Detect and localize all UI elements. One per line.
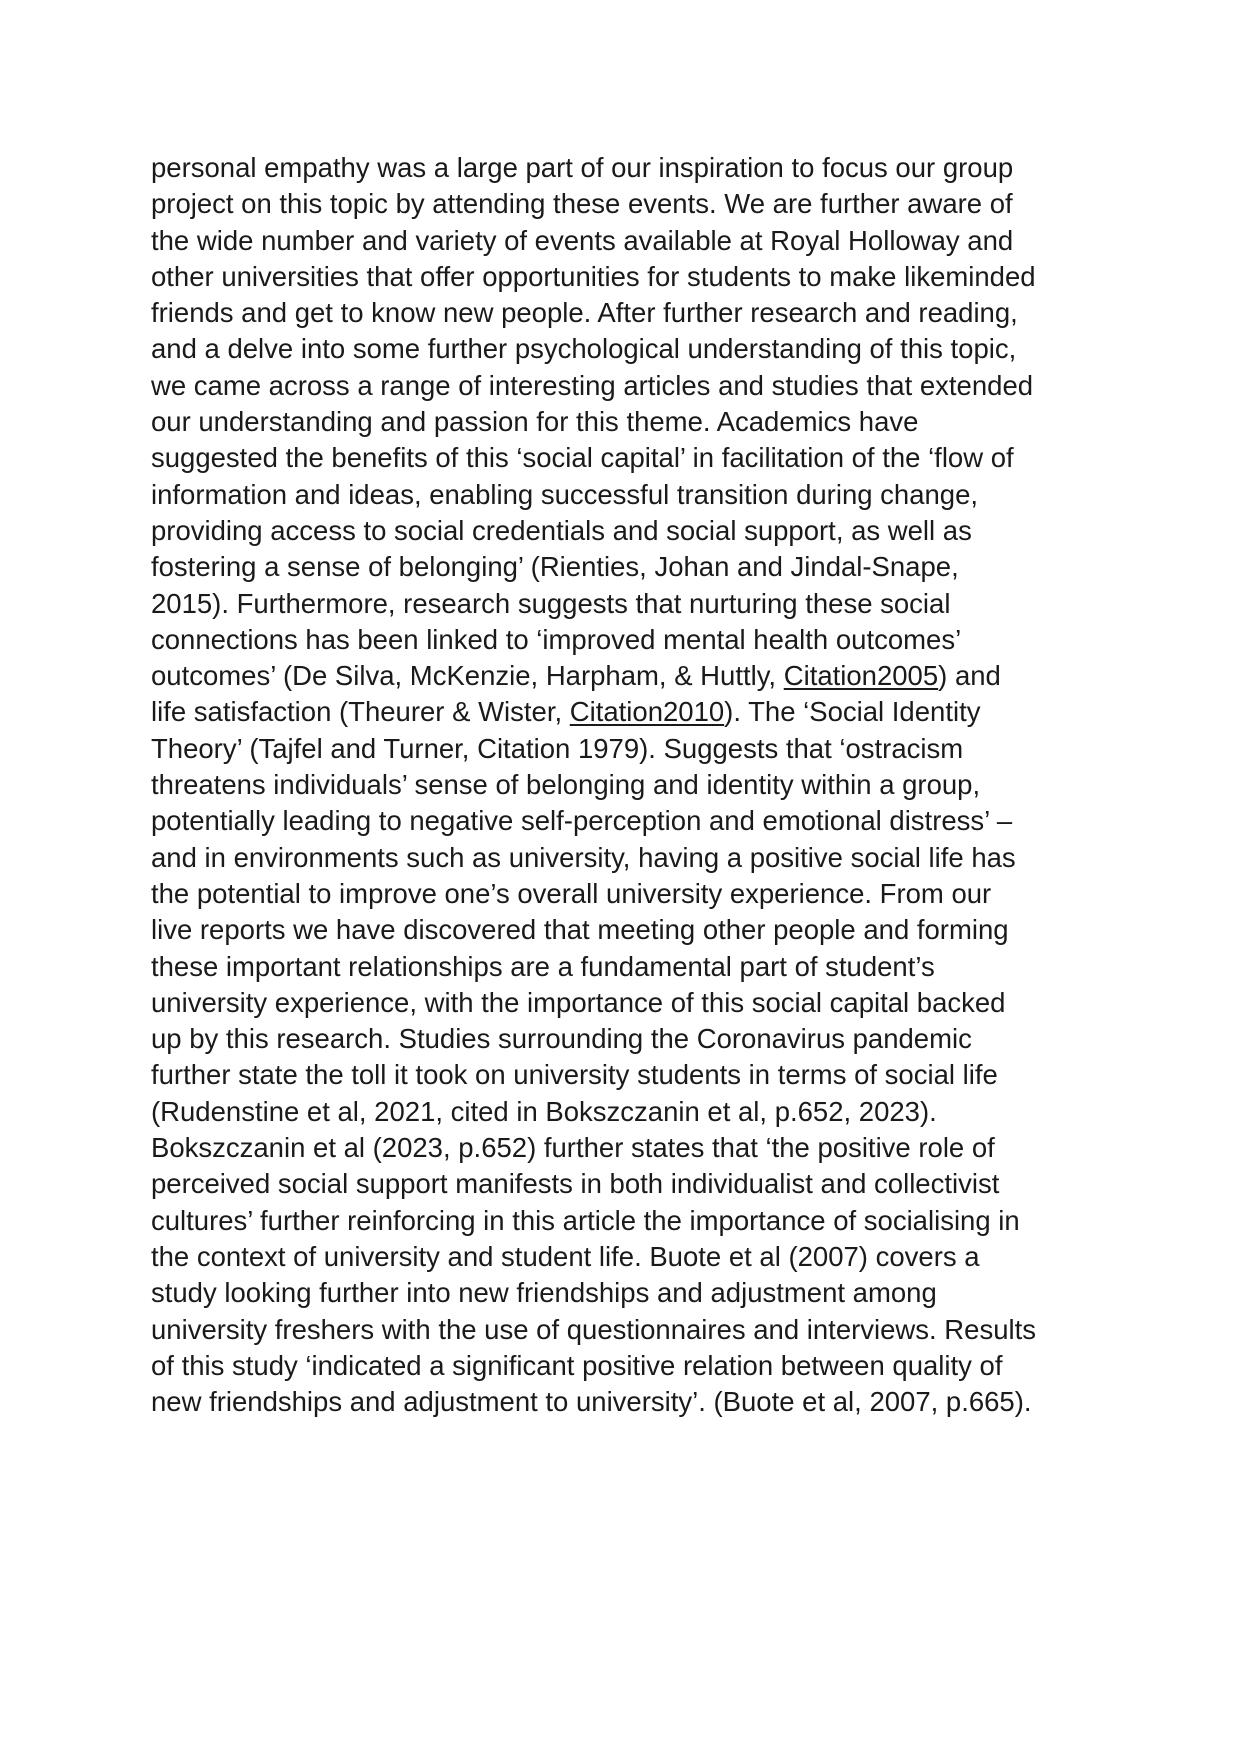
text-segment: perceived social support manifests in both individualist and collectivist: [151, 1168, 1000, 1200]
text-segment: of this study ‘indicated a significant positive relation between quality of: [151, 1349, 1003, 1381]
text-line: [151, 1094, 1151, 1130]
text-segment: ) and: [938, 660, 1001, 692]
text-line: [151, 586, 1151, 622]
text-line: [151, 949, 1151, 985]
text-segment: 2015). Furthermore, research suggests that nurturing these social: [151, 587, 951, 619]
text-line: [151, 1275, 1151, 1311]
text-segment: further state the toll it took on university students in terms of social life: [151, 1059, 998, 1091]
text-segment: cultures’ further reinforcing in this article the importance of socialising in: [151, 1204, 1020, 1236]
text-segment: we came across a range of interesting articles and studies that extended: [151, 369, 1034, 401]
text-line: [151, 1021, 1151, 1057]
text-line: [151, 876, 1151, 912]
text-line: [151, 223, 1151, 259]
body-paragraph: [151, 150, 1151, 1420]
text-line: [151, 368, 1151, 404]
text-line: [151, 1239, 1151, 1275]
text-line: [151, 186, 1151, 222]
text-line: [151, 658, 1151, 694]
text-segment: (Rudenstine et al, 2021, cited in Bokszczanin et al, p.652, 2023).: [151, 1095, 937, 1127]
text-line: [151, 295, 1151, 331]
text-line: [151, 513, 1151, 549]
text-segment: information and ideas, enabling successful transition during change,: [151, 478, 979, 510]
text-segment: and a delve into some further psychological understanding of this topic,: [151, 333, 1017, 365]
text-segment: threatens individuals’ sense of belonging and identity within a group,: [151, 769, 981, 801]
text-line: [151, 1348, 1151, 1384]
text-segment: university experience, with the importance of this social capital backed: [151, 986, 1006, 1018]
text-segment: Bokszczanin et al (2023, p.652) further states that ‘the positive role of: [151, 1132, 995, 1164]
text-segment: providing access to social credentials and social support, as well as: [151, 514, 972, 546]
text-segment: other universities that offer opportunities for students to make likeminded: [151, 260, 1036, 292]
text-segment: ). The ‘Social Identity: [724, 696, 981, 728]
text-line: [151, 1057, 1151, 1093]
text-segment: personal empathy was a large part of our inspiration to focus our group: [151, 152, 1014, 183]
text-segment: the wide number and variety of events available at Royal Holloway and: [151, 224, 1014, 256]
text-segment: life satisfaction (Theurer & Wister,: [151, 696, 570, 728]
text-segment: suggested the benefits of this ‘social capital’ in facilitation of the ‘flow of: [151, 442, 1014, 474]
text-line: [151, 549, 1151, 585]
text-segment: project on this topic by attending these events. We are further aware of: [151, 188, 1013, 220]
text-segment: the potential to improve one’s overall university experience. From our: [151, 877, 992, 909]
text-segment: outcomes’ (De Silva, McKenzie, Harpham, & Huttly,: [151, 660, 784, 692]
text-segment: study looking further into new friendships and adjustment among: [151, 1277, 937, 1309]
text-line: [151, 694, 1151, 730]
text-line: [151, 477, 1151, 513]
text-segment: connections has been linked to ‘improved mental health outcomes’: [151, 623, 962, 655]
text-line: [151, 1312, 1151, 1348]
text-line: [151, 1203, 1151, 1239]
text-line: [151, 840, 1151, 876]
text-segment: these important relationships are a fundamental part of student’s: [151, 950, 935, 982]
text-segment: our understanding and passion for this theme. Academics have: [151, 406, 919, 438]
text-segment: the context of university and student life. Buote et al (2007) covers a: [151, 1240, 980, 1272]
text-line: [151, 985, 1151, 1021]
text-segment: university freshers with the use of questionnaires and interviews. Results: [151, 1313, 1037, 1345]
text-segment: fostering a sense of belonging’ (Rienties, Johan and Jindal-Snape,: [151, 551, 959, 583]
text-line: [151, 1384, 1151, 1420]
text-line: [151, 803, 1151, 839]
text-line: [151, 150, 1151, 186]
text-segment: potentially leading to negative self-perception and emotional distress’ –: [151, 805, 1013, 837]
text-line: [151, 1130, 1151, 1166]
citation-link[interactable]: Citation2010: [569, 696, 725, 728]
text-line: [151, 404, 1151, 440]
text-segment: live reports we have discovered that meeting other people and forming: [151, 914, 1009, 946]
text-line: [151, 731, 1151, 767]
text-line: [151, 331, 1151, 367]
citation-link[interactable]: Citation2005: [783, 660, 939, 692]
text-segment: friends and get to know new people. After further research and reading,: [151, 297, 1018, 329]
text-segment: Theory’ (Tajfel and Turner, Citation 1979). Suggests that ‘ostracism: [151, 732, 964, 764]
text-segment: and in environments such as university, having a positive social life has: [151, 841, 1016, 873]
text-segment: new friendships and adjustment to university’. (Buote et al, 2007, p.665).: [151, 1386, 1032, 1418]
text-line: [151, 622, 1151, 658]
text-line: [151, 767, 1151, 803]
text-line: [151, 259, 1151, 295]
text-line: [151, 912, 1151, 948]
text-line: [151, 440, 1151, 476]
text-line: [151, 1166, 1151, 1202]
text-segment: up by this research. Studies surrounding the Coronavirus pandemic: [151, 1023, 972, 1055]
